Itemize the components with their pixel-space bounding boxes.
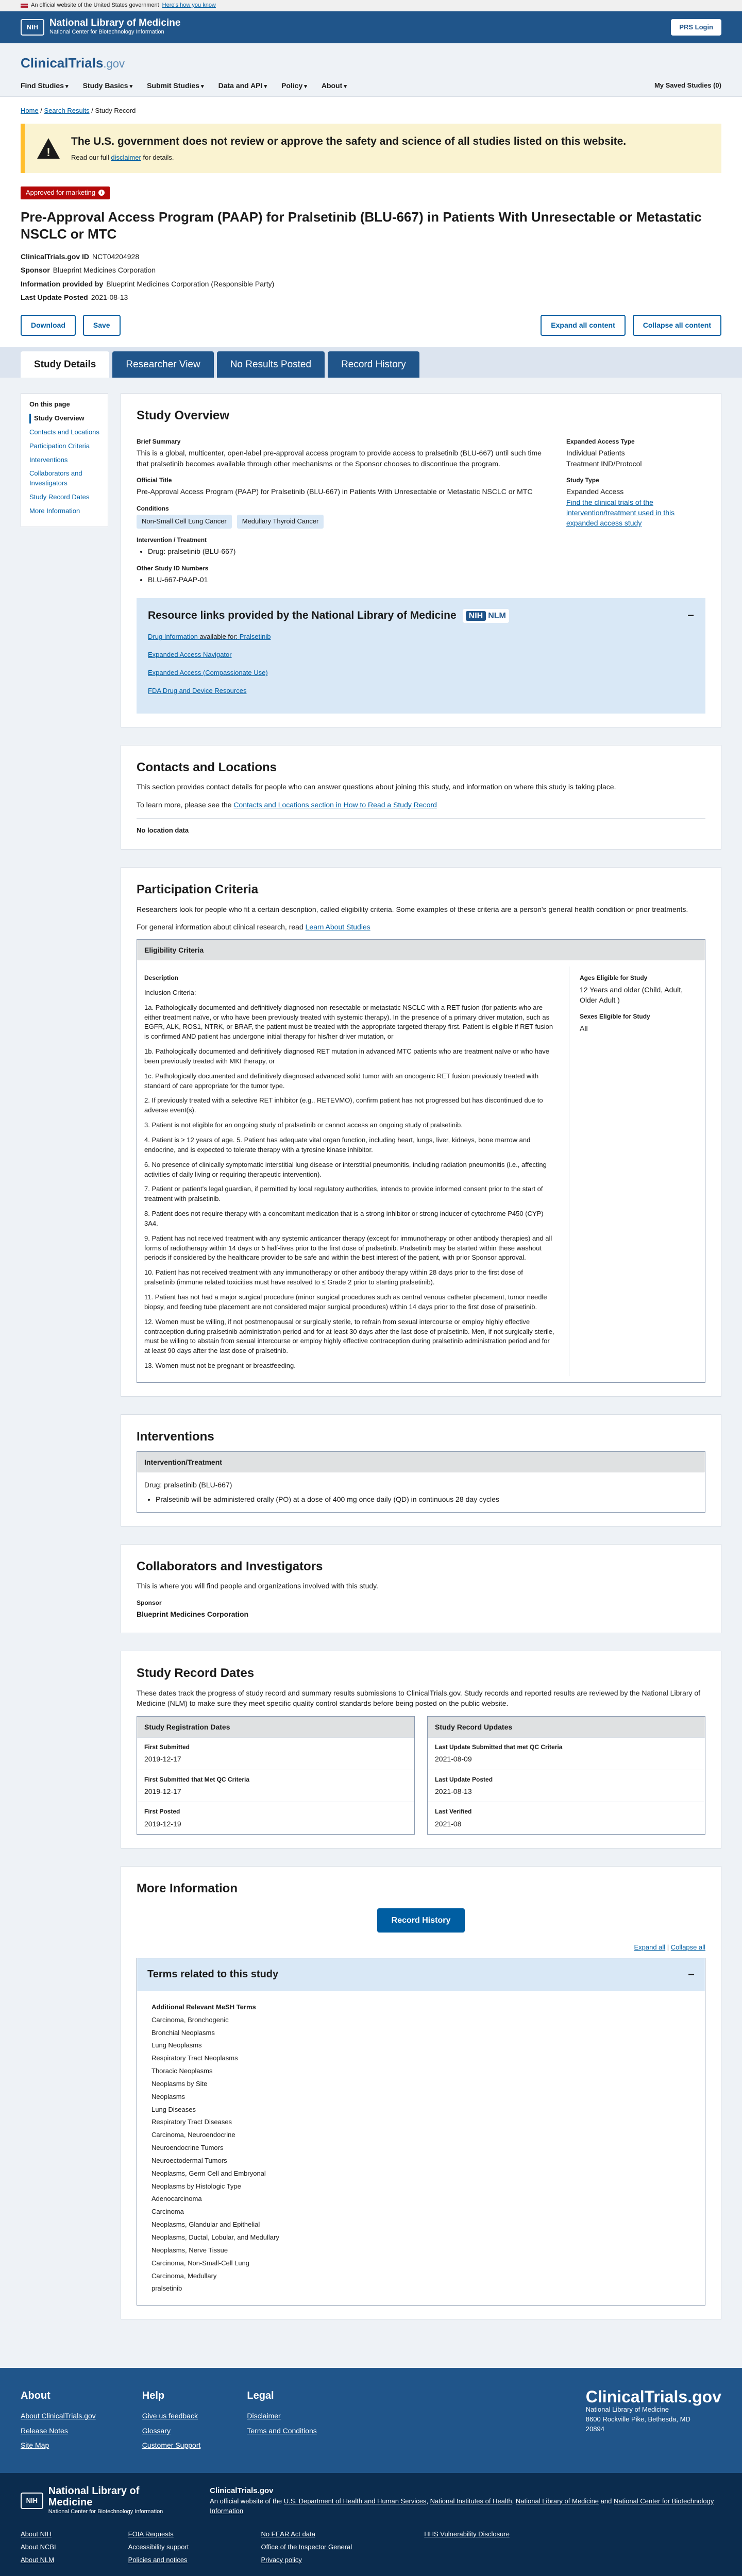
more-info-section: More Information Record History Expand all | Collapse all Terms related to this study − Additional Relevant MeSH Terms Carcinoma, Bronchogenic Bronchial Neoplasms Lung Neoplasms Respiratory Tract Neoplasms Thoracic Neoplasms Neoplasms by Site Neoplasms Lung Diseases Respiratory Tract Diseases Carcinoma, Neuroendocrine Neuroendocrine Tumors Neuroectodermal Tumors Neoplasms, Germ Cell and Embryonal Neoplasms by Histologic Type Adenocarcinoma Carcinoma Neoplasms, Glandular and Epithelial Neoplasms, Ductal, Lobular, and Medullary Neoplasms, Nerve Tissue Carcinoma, Non-Small-Cell Lung Carcinoma, Medullary pralsetinib — [121, 1866, 721, 2319]
footer-help-heading: Help — [142, 2390, 165, 2402]
nlm-logo[interactable] — [21, 18, 180, 37]
section-lead: These dates track the progress of study record and summary results submissions to ClinicalTrials.gov. Study records and reported results are reviewed by the National Library of Medicine (NLM) to make sure they meet specific quality control standards before being posted on the public website. — [137, 1689, 701, 1708]
eligibility-table — [137, 939, 705, 1383]
date-value: 2019-12-19 — [144, 1819, 181, 1828]
mesh-term: Respiratory Tract Diseases — [151, 2118, 232, 2126]
date-label: First Posted — [144, 1808, 180, 1816]
nih-logo-icon: NIH — [21, 19, 44, 36]
sponsor-value: Blueprint Medicines Corporation — [137, 1610, 249, 1619]
date-value: 2021-08 — [435, 1819, 462, 1828]
registration-header: Study Registration Dates — [137, 1717, 414, 1737]
side-nav-more-info[interactable]: More Information — [29, 506, 80, 515]
site-footer — [0, 2368, 742, 2473]
footer-link[interactable]: About ClinicalTrials.gov — [21, 2412, 96, 2420]
breadcrumb-search[interactable]: Search Results — [44, 106, 90, 114]
study-sponsor: Sponsor Blueprint Medicines Corporation — [21, 266, 156, 275]
gov-banner — [0, 0, 742, 11]
nlm-footer-link[interactable]: Accessibility support — [128, 2543, 189, 2551]
contacts-section — [121, 745, 721, 850]
mesh-term: Neuroectodermal Tumors — [151, 2156, 227, 2164]
nlm-subtitle: National Center for Biotechnology Information — [49, 29, 164, 36]
access-type-label: Expanded Access Type — [566, 438, 635, 446]
participation-section — [121, 867, 721, 1397]
nlm-title: National Library of Medicine — [49, 17, 181, 28]
nlm-footer-link[interactable]: About NIH — [21, 2530, 52, 2538]
prs-login-button[interactable]: PRS Login — [671, 19, 721, 36]
criterion-item: 9. Patient has not received treatment with any systemic anticancer therapy (except for immunotherapy or other antibody therapies) and all forms of radiotherapy within 14 days or 5 half-lives prior to the first dose of pralsetinib. Pralsetinib may be started within these washout periods if considered by the healthcare provider to be safe and within the best interest of the patient, with prior Sponsor approval. — [144, 1234, 552, 1262]
intervention-item: • Drug: pralsetinib (BLU-667) — [148, 546, 549, 556]
mesh-term: pralsetinib — [151, 2284, 182, 2293]
description-label: Description — [144, 974, 179, 982]
study-type-label: Study Type — [566, 477, 599, 484]
general-info: For general information about clinical research, read Learn About Studies — [137, 922, 370, 931]
collapse-icon[interactable]: − — [688, 1968, 695, 1981]
nlm-footer-link[interactable]: Policies and notices — [128, 2555, 188, 2564]
footer-addr: 8600 Rockville Pike, Bethesda, MD — [585, 2415, 690, 2424]
date-label: First Submitted — [144, 1743, 190, 1751]
side-nav — [21, 393, 108, 527]
intervention-header: Intervention/Treatment — [137, 1452, 705, 1472]
mesh-term: Carcinoma, Non-Small-Cell Lung — [151, 2259, 250, 2267]
nav-policy[interactable]: Policy ▾ — [281, 80, 307, 91]
mesh-term: Carcinoma, Medullary — [151, 2272, 217, 2280]
criterion-item: 6. No presence of clinically symptomatic interstitial lung disease or interstitial pneumonitis, including radiation pneumonitis (i.e., affecting activities of daily living or requiring therapeutic intervention). — [144, 1160, 547, 1178]
mesh-term: Carcinoma — [151, 2208, 184, 2216]
mesh-label: Additional Relevant MeSH Terms — [151, 2003, 256, 2011]
side-nav-contacts[interactable]: Contacts and Locations — [29, 428, 99, 436]
date-label: Last Update Submitted that met QC Criteria — [435, 1743, 563, 1751]
official-title: Pre-Approval Access Program (PAAP) for Pralsetinib (BLU-667) in Patients With Unresectable or Metastatic NSCLC or MTC — [137, 487, 533, 496]
nlm-link[interactable]: National Library of Medicine — [515, 2497, 599, 2505]
us-flag-icon — [21, 4, 28, 8]
eligibility-header: Eligibility Criteria — [137, 940, 705, 960]
section-heading: Interventions — [137, 1429, 214, 1444]
study-id: ClinicalTrials.gov ID NCT04204928 — [21, 252, 140, 261]
condition-chip[interactable]: Medullary Thyroid Cancer — [237, 515, 324, 529]
criterion-item: 13. Women must not be pregnant or breastfeeding. — [144, 1362, 296, 1370]
intervention-label: Intervention / Treatment — [137, 536, 207, 544]
mesh-term: Neoplasms, Germ Cell and Embryonal — [151, 2169, 266, 2177]
date-label: First Submitted that Met QC Criteria — [144, 1775, 250, 1783]
terms-heading: Terms related to this study — [147, 1969, 279, 1980]
hhs-link[interactable]: U.S. Department of Health and Human Services — [283, 2497, 427, 2505]
nlm-logo-icon: NIH NLM — [463, 609, 509, 623]
footer-link[interactable]: Customer Support — [142, 2441, 201, 2449]
record-history-button[interactable]: Record History — [377, 1908, 465, 1933]
sexes-label: Sexes Eligible for Study — [580, 1013, 650, 1021]
expand-all-button[interactable]: Expand all content — [541, 315, 625, 335]
footer-addr: 20894 — [585, 2425, 604, 2433]
no-location: No location data — [137, 818, 705, 836]
mesh-term: Carcinoma, Bronchogenic — [151, 2015, 229, 2024]
tab-researcher-view[interactable]: Researcher View — [112, 351, 213, 378]
criterion-item: 1a. Pathologically documented and definitively diagnosed non-resectable or metastatic NSCLC with a RET fusion (for patients who are either treatment naïve, or who have been previously treated with systemic therapy). In the presence of a primary driver mutation, such as EGFR, ALK, ROS1, NTRK, or BRAF, the patient must be treated with the appropriate targeted therapy first. Patient is eligible if RET fusion is confirmed AND patient has undergone initial therapy for his/her driver mutation, or — [144, 1003, 553, 1041]
update-dates — [427, 1716, 705, 1835]
section-heading: Contacts and Locations — [137, 760, 277, 774]
nih-link[interactable]: National Institutes of Health — [430, 2497, 512, 2505]
official-text: An official website of the U.S. Department of Health and Human Services, National Institutes of Health, National Library of Medicine and National Center for Biotechnology Information — [210, 2497, 714, 2515]
how-you-know-link[interactable]: Here's how you know — [162, 2, 216, 9]
mesh-term: Neoplasms, Nerve Tissue — [151, 2246, 228, 2254]
expand-all-link[interactable]: Expand all — [634, 1943, 666, 1952]
collapse-all-link[interactable]: Collapse all — [670, 1943, 705, 1952]
collapse-icon[interactable]: − — [687, 609, 694, 622]
collaborators-section — [121, 1544, 721, 1634]
side-nav-overview[interactable]: Study Overview — [29, 414, 99, 423]
footer-link[interactable]: Site Map — [21, 2441, 49, 2449]
study-last-update: Last Update Posted 2021-08-13 — [21, 293, 128, 302]
criterion-item: 10. Patient has not received treatment with any immunotherapy or other antibody therapy within 28 days prior to the first dose of pralsetinib (immune related toxicities must have resolved to ≤ Grade 2 prior to starting pralsetinib). — [144, 1268, 523, 1286]
other-ids-label: Other Study ID Numbers — [137, 564, 209, 572]
tab-record-history[interactable]: Record History — [328, 351, 419, 378]
tab-study-details[interactable]: Study Details — [21, 351, 109, 378]
main-nav — [21, 80, 347, 91]
intervention-detail: • Pralsetinib will be administered orally (PO) at a dose of 400 mg once daily (QD) in continuous 28 day cycles — [156, 1494, 698, 1504]
date-value: 2019-12-17 — [144, 1787, 181, 1796]
drug-info-link[interactable]: Drug Information available for: Pralsetinib — [148, 633, 271, 641]
nlm-footer — [0, 2473, 742, 2576]
nlm-footer-site: ClinicalTrials.gov — [210, 2486, 274, 2496]
footer-brand[interactable]: ClinicalTrials.gov — [585, 2387, 721, 2406]
section-lead: This is where you will find people and organizations involved with this study. — [137, 1582, 378, 1590]
brief-summary: This is a global, multicenter, open-label pre-approval access program to provide access to pralsetinib (BLU-667) until such time that pralsetinib becomes available through other mechanisms or the Sponsor chooses to discontinue the program. — [137, 449, 542, 468]
mesh-term: Neoplasms — [151, 2092, 185, 2100]
intervention-drug: Drug: pralsetinib (BLU-667) — [144, 1480, 232, 1489]
conditions-label: Conditions — [137, 504, 169, 512]
footer-legal-heading: Legal — [247, 2390, 274, 2402]
nlm-footer-link[interactable]: HHS Vulnerability Disclosure — [424, 2530, 510, 2538]
section-heading: Study Overview — [137, 409, 230, 423]
site-header — [0, 43, 742, 97]
nlm-footer-link[interactable]: FOIA Requests — [128, 2530, 174, 2538]
footer-link[interactable]: Give us feedback — [142, 2412, 198, 2420]
footer-about-heading: About — [21, 2390, 50, 2402]
nlm-footer-link[interactable]: Privacy policy — [261, 2555, 302, 2564]
footer-link[interactable]: Release Notes — [21, 2426, 68, 2435]
footer-link[interactable]: Glossary — [142, 2426, 171, 2435]
section-lead: This section provides contact details for people who can answer questions about joining this study, and information on where this study is taking place. — [137, 783, 616, 791]
criterion-item: 1b. Pathologically documented and definitively diagnosed RET mutation in advanced MTC patients who are treatment naïve or who have been previously treated with MKI therapy, or — [144, 1047, 549, 1065]
resource-link[interactable]: Expanded Access (Compassionate Use) — [148, 668, 268, 676]
gov-banner-text: An official website of the United States government — [31, 2, 159, 9]
access-type-2: Treatment IND/Protocol — [566, 459, 642, 468]
side-nav-heading: On this page — [29, 400, 70, 409]
study-overview-section — [121, 393, 721, 727]
footer-addr: National Library of Medicine — [585, 2405, 669, 2414]
mesh-term: Lung Neoplasms — [151, 2041, 202, 2049]
mesh-term: Carcinoma, Neuroendocrine — [151, 2131, 235, 2139]
ncbi-link[interactable]: National Center for Biotechnology Information — [210, 2497, 714, 2515]
criterion-item: 8. Patient does not require therapy with a concomitant medication that is a strong inhibitor or strong inducer of cytochrome P450 (CYP) 3A4. — [144, 1210, 544, 1227]
footer-link[interactable]: Terms and Conditions — [247, 2426, 317, 2435]
criterion-item: 1c. Pathologically documented and definitively diagnosed advanced solid tumor with an oncogenic RET fusion previously treated with standard of care appropriate for the tumor type. — [144, 1072, 539, 1090]
mesh-term: Neuroendocrine Tumors — [151, 2144, 224, 2152]
save-button[interactable]: Save — [83, 315, 121, 335]
study-type: Expanded Access — [566, 487, 624, 496]
intervention-table — [137, 1451, 705, 1513]
disclaimer-link[interactable]: disclaimer — [111, 153, 141, 161]
status-badge: Approved for marketing i — [21, 187, 110, 199]
criterion-item: 2. If previously treated with a selective RET inhibitor (e.g., RETEVMO), confirm patient has not progressed but has discontinued due to adverse event(s). — [144, 1096, 543, 1114]
learn-more: To learn more, please see the Contacts and Locations section in How to Read a Study Record — [137, 800, 437, 809]
mesh-term: Neoplasms by Site — [151, 2079, 208, 2088]
sexes-value: All — [580, 1024, 588, 1032]
breadcrumb-home[interactable]: Home — [21, 106, 39, 114]
mesh-term: Neoplasms, Ductal, Lobular, and Medullary — [151, 2233, 279, 2241]
date-value: 2021-08-13 — [435, 1787, 472, 1796]
other-id-item: • BLU-667-PAAP-01 — [148, 574, 549, 585]
notice-text: Read our full disclaimer for details. — [71, 153, 174, 161]
nav-find-studies[interactable]: Find Studies ▾ — [21, 80, 69, 91]
section-heading: Collaborators and Investigators — [137, 1559, 323, 1573]
nlm-resources-heading: Resource links provided by the National Library of Medicine — [148, 609, 457, 622]
study-tabs — [0, 347, 742, 378]
brief-summary-label: Brief Summary — [137, 438, 181, 446]
mesh-term: Thoracic Neoplasms — [151, 2067, 213, 2075]
tab-no-results[interactable]: No Results Posted — [217, 351, 325, 378]
find-trials-link[interactable]: Find the clinical trials of the intervention/treatment used in this expanded access study — [566, 498, 675, 528]
section-heading: Study Record Dates — [137, 1666, 255, 1681]
section-heading: More Information — [137, 1882, 238, 1896]
side-nav-collaborators[interactable]: Collaborators and Investigators — [29, 469, 82, 487]
notice-title: The U.S. government does not review or approve the safety and science of all studies listed on this website. — [71, 135, 627, 148]
mesh-term: Lung Diseases — [151, 2105, 196, 2113]
learn-about-studies-link[interactable]: Learn About Studies — [305, 922, 370, 931]
mesh-term: Bronchial Neoplasms — [151, 2028, 215, 2037]
disclaimer-notice — [21, 124, 721, 173]
breadcrumb-current: Study Record — [95, 106, 136, 114]
terms-accordion — [137, 1958, 705, 2306]
mesh-term: Respiratory Tract Neoplasms — [151, 2054, 238, 2062]
nav-data-api[interactable]: Data and API ▾ — [218, 80, 267, 91]
nih-logo-icon: NIH — [21, 2493, 43, 2509]
side-nav-record-dates[interactable]: Study Record Dates — [29, 493, 90, 501]
collapse-all-button[interactable]: Collapse all content — [633, 315, 721, 335]
site-brand[interactable]: ClinicalTrials.gov — [21, 55, 125, 71]
criterion-item: 12. Women must be willing, if not postmenopausal or surgically sterile, to refrain from sexual intercourse or employ highly effective contraception during pralsetinib administration period and for at least 30 days after the last dose of pralsetinib. Men, if not surgically sterile, must be willing to abstain from sexual intercourse or employ highly effective contraception during pralsetinib administration period and for at least 90 days after the last dose of pralsetinib. — [144, 1317, 554, 1355]
warning-icon — [37, 138, 60, 159]
criterion-item: 3. Patient is not eligible for an ongoing study of pralsetinib or cannot access an ongoing study of pralsetinib. — [144, 1121, 463, 1129]
study-title: Pre-Approval Access Program (PAAP) for Pralsetinib (BLU-667) in Patients With Unresectable or Metastatic NSCLC or MTC — [21, 209, 702, 242]
updates-header: Study Record Updates — [428, 1717, 705, 1737]
nlm-bar — [0, 11, 742, 43]
contacts-help-link[interactable]: Contacts and Locations section in How to Read a Study Record — [233, 800, 437, 809]
section-heading: Participation Criteria — [137, 882, 259, 896]
nlm-footer-link[interactable]: Office of the Inspector General — [261, 2543, 352, 2551]
access-type: Individual Patients — [566, 449, 625, 457]
record-dates-section — [121, 1651, 721, 1849]
nlm-footer-link[interactable]: About NCBI — [21, 2543, 56, 2551]
date-value: 2019-12-17 — [144, 1755, 181, 1764]
ages-value: 12 Years and older (Child, Adult, Older Adult ) — [580, 985, 683, 1005]
saved-studies-link[interactable]: My Saved Studies (0) — [654, 81, 721, 89]
nlm-footer-title: National Library of Medicine — [48, 2485, 140, 2509]
mesh-term: Adenocarcinoma — [151, 2195, 202, 2203]
resource-link[interactable]: FDA Drug and Device Resources — [148, 686, 247, 694]
side-nav-participation[interactable]: Participation Criteria — [29, 442, 90, 450]
interventions-section — [121, 1414, 721, 1527]
criterion-item: 11. Patient has not had a major surgical procedure (minor surgical procedures such as central venous catheter placement, tumor needle biopsy, and feeding tube placement are not considered major surgical procedures) within 14 days prior to the first dose of pralsetinib. — [144, 1293, 547, 1311]
nlm-footer-link[interactable]: No FEAR Act data — [261, 2530, 315, 2538]
ages-label: Ages Eligible for Study — [580, 974, 648, 982]
condition-chip[interactable]: Non-Small Cell Lung Cancer — [137, 515, 232, 529]
nav-study-basics[interactable]: Study Basics ▾ — [83, 80, 133, 91]
nlm-resources — [137, 598, 705, 713]
nlm-footer-logo[interactable] — [21, 2485, 179, 2516]
date-label: Last Update Posted — [435, 1775, 493, 1783]
date-value: 2021-08-09 — [435, 1755, 472, 1764]
nlm-footer-link[interactable]: About NLM — [21, 2555, 55, 2564]
resource-link[interactable]: Expanded Access Navigator — [148, 651, 232, 659]
official-title-label: Official Title — [137, 477, 172, 484]
mesh-term: Neoplasms by Histologic Type — [151, 2182, 241, 2190]
sponsor-label: Sponsor — [137, 1599, 162, 1606]
inclusion-label: Inclusion Criteria: — [144, 988, 196, 996]
footer-link[interactable]: Disclaimer — [247, 2412, 281, 2420]
nav-submit-studies[interactable]: Submit Studies ▾ — [147, 80, 204, 91]
side-nav-interventions[interactable]: Interventions — [29, 455, 68, 464]
breadcrumb: Home / Search Results / Study Record — [21, 106, 136, 114]
registration-dates — [137, 1716, 415, 1835]
nlm-footer-subtitle: National Center for Biotechnology Information — [48, 2509, 163, 2515]
info-icon[interactable]: i — [98, 190, 105, 196]
study-info-provided: Information provided by Blueprint Medicines Corporation (Responsible Party) — [21, 279, 275, 288]
date-label: Last Verified — [435, 1808, 472, 1816]
nav-about[interactable]: About ▾ — [322, 80, 347, 91]
mesh-term: Neoplasms, Glandular and Epithelial — [151, 2221, 260, 2229]
section-lead: Researchers look for people who fit a certain description, called eligibility criteria. Some examples of these criteria are a person's general health condition or prior treatments. — [137, 905, 688, 913]
criterion-item: 7. Patient or patient's legal guardian, if permitted by local regulatory authorities, intends to provide informed consent prior to the start of treatment with pralsetinib. — [144, 1185, 543, 1203]
criterion-item: 4. Patient is ≥ 12 years of age. 5. Patient has adequate vital organ function, including heart, lungs, liver, kidneys, bone marrow and endocrine, and is expected to tolerate therapy with a tyrosine kinase inhibitor. — [144, 1136, 531, 1154]
footer-address — [586, 2388, 721, 2454]
download-button[interactable]: Download — [21, 315, 76, 335]
